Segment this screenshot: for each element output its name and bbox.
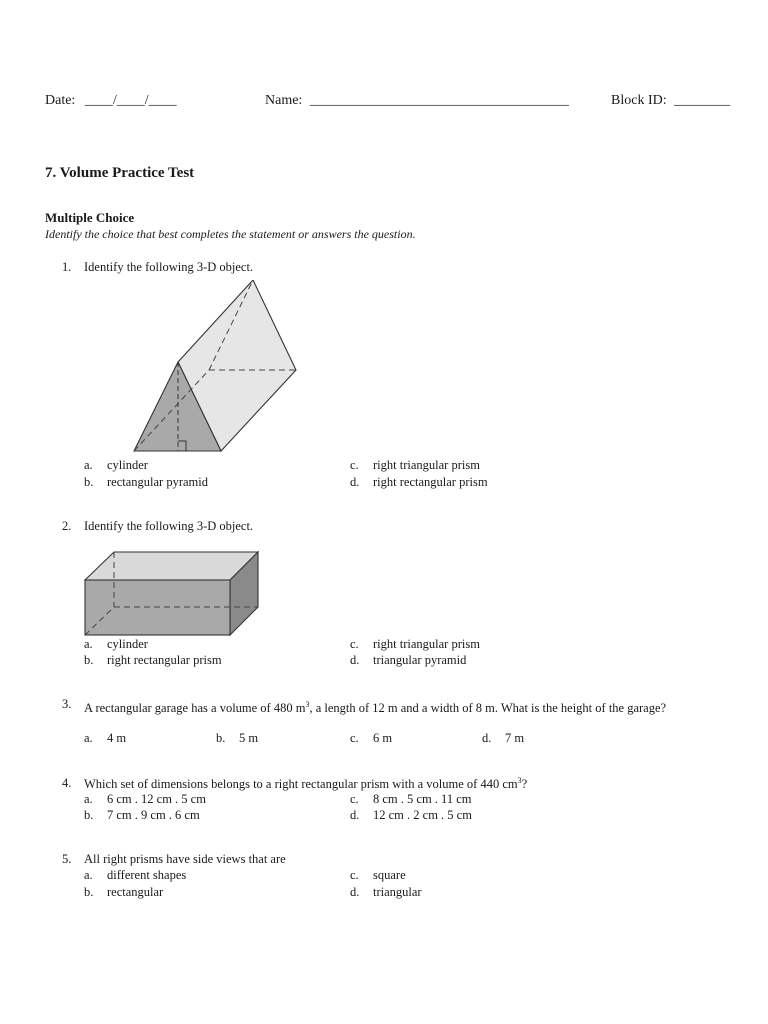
block-id-label: Block ID: [611,93,667,108]
option-letter: c. [350,868,359,882]
page-title: 7. Volume Practice Test [45,165,195,181]
option-text: right triangular prism [373,458,480,472]
block-id-field[interactable] [611,93,730,109]
option-a[interactable] [84,731,126,746]
date-label: Date: [45,93,76,108]
option-letter: c. [350,731,359,745]
option-a[interactable] [84,458,148,473]
question-number: 1. [62,260,72,274]
option-letter: b. [84,808,94,822]
option-c[interactable] [350,731,392,746]
option-a[interactable] [84,868,186,883]
option-text: rectangular [107,885,164,899]
option-letter: d. [350,475,360,489]
question-number: 3. [62,697,72,711]
date-field[interactable] [45,93,177,109]
rectangular-prism-figure [82,549,262,639]
option-b[interactable] [84,808,200,823]
option-letter: d. [350,808,360,822]
option-b[interactable] [84,475,208,490]
name-blank[interactable]: _____________________________________ [309,93,569,108]
name-field[interactable] [265,93,569,109]
option-d[interactable] [482,731,524,746]
option-c[interactable] [350,792,471,807]
option-text: right rectangular prism [373,475,488,489]
option-c[interactable] [350,458,480,473]
option-letter: b. [84,653,94,667]
question-text [84,697,694,716]
option-c[interactable] [350,637,480,652]
triangular-prism-figure [128,280,303,456]
option-d[interactable] [350,475,488,490]
option-text: 7 cm . 9 cm . 6 cm [107,808,200,822]
option-letter: b. [216,731,226,745]
option-text: cylinder [107,637,148,651]
option-letter: c. [350,637,359,651]
question-text [84,776,527,792]
option-text: triangular pyramid [373,653,467,667]
question-text-part: A rectangular garage has a volume of 480 m [84,701,306,716]
option-letter: a. [84,637,93,651]
option-letter: a. [84,458,93,472]
question-text: Identify the following 3-D object. [84,519,254,533]
option-text: 8 cm . 5 cm . 11 cm [373,792,472,806]
option-text: right rectangular prism [107,653,222,667]
option-d[interactable] [350,885,422,900]
question-number: 4. [62,776,72,790]
superscript: 3 [517,776,522,785]
option-b[interactable] [84,885,163,900]
option-c[interactable] [350,868,406,883]
option-text: 6 cm . 12 cm . 5 cm [107,792,206,806]
question-text-part: ? [521,777,528,792]
option-letter: b. [84,885,94,899]
date-blank[interactable]: ____/____/____ [84,93,177,108]
option-text: cylinder [107,458,148,472]
option-text: square [373,868,406,882]
section-instructions: Identify the choice that best completes the statement or answers the question. [45,227,416,241]
superscript: 3 [305,700,310,709]
option-letter: d. [482,731,492,745]
option-d[interactable] [350,653,466,668]
option-letter: c. [350,792,359,806]
option-text: 4 m [107,731,127,745]
option-letter: d. [350,653,360,667]
option-text: rectangular pyramid [107,475,208,489]
option-letter: a. [84,792,93,806]
option-letter: d. [350,885,360,899]
block-id-blank[interactable]: ________ [674,93,731,108]
option-text: 7 m [505,731,525,745]
question-number: 5. [62,852,72,866]
option-letter: a. [84,731,93,745]
option-text: 12 cm . 2 cm . 5 cm [373,808,472,822]
question-number: 2. [62,519,72,533]
option-b[interactable] [84,653,222,668]
option-d[interactable] [350,808,472,823]
section-title: Multiple Choice [45,210,135,225]
option-a[interactable] [84,792,206,807]
question-text-part: , a length of 12 m and a width of 8 m. What is the height of the garage? [309,701,667,716]
option-a[interactable] [84,637,148,652]
option-text: 6 m [373,731,393,745]
option-text: right triangular prism [373,637,480,651]
name-label: Name: [265,93,303,108]
option-text: triangular [373,885,422,899]
option-letter: b. [84,475,94,489]
question-text-part: Which set of dimensions belongs to a right rectangular prism with a volume of 440 cm [84,777,518,792]
option-b[interactable] [216,731,258,746]
option-letter: c. [350,458,359,472]
question-text: All right prisms have side views that are [84,852,286,866]
option-text: 5 m [239,731,259,745]
option-text: different shapes [107,868,187,882]
option-letter: a. [84,868,93,882]
question-text: Identify the following 3-D object. [84,260,254,274]
